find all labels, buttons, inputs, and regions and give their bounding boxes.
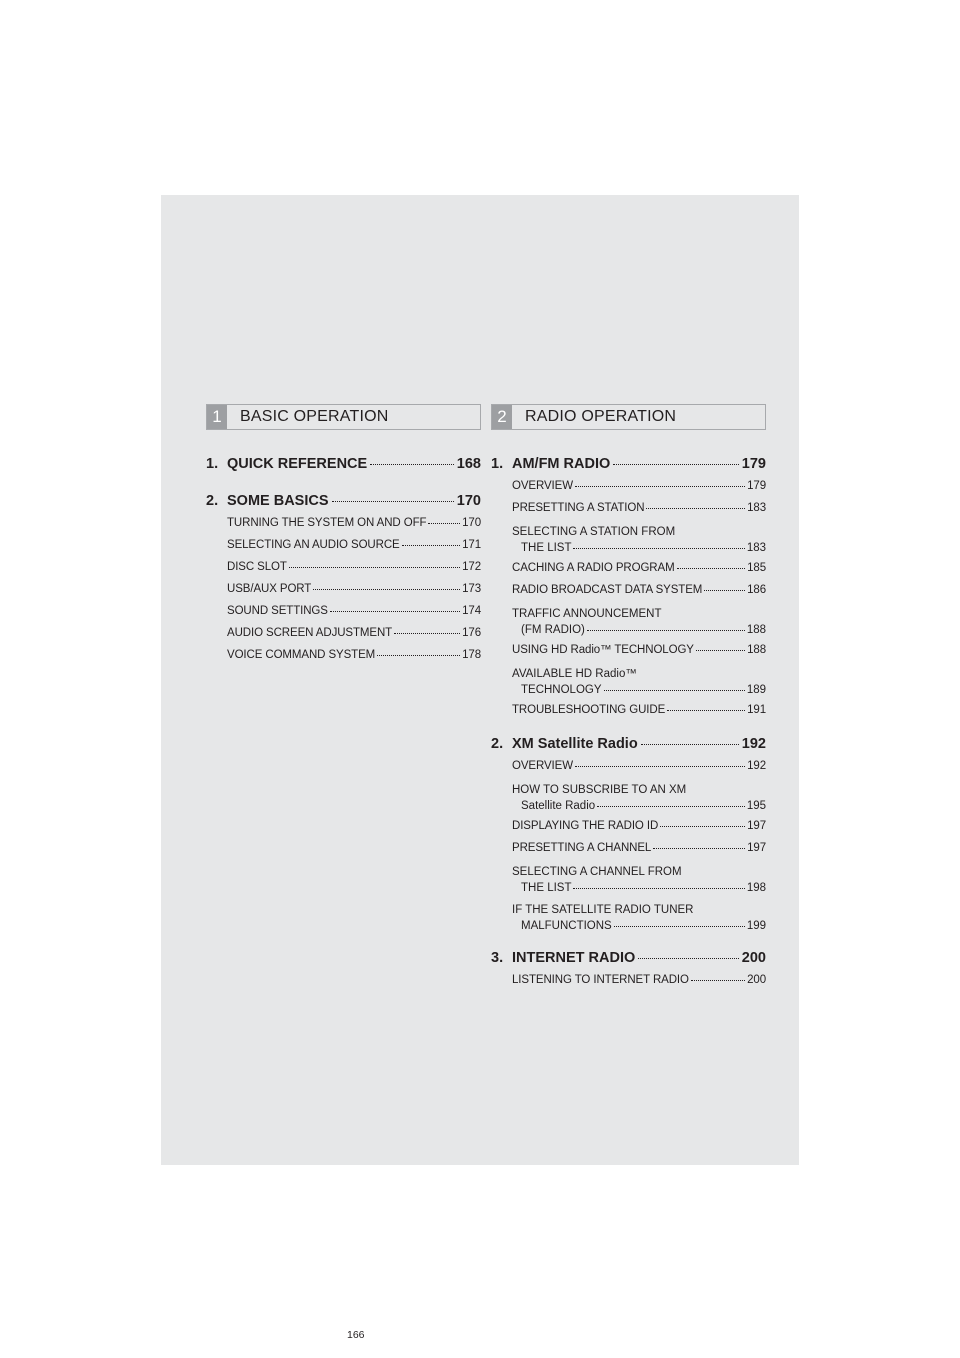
subtopic-title-cont: TECHNOLOGY [521,684,602,696]
subtopic-title: DISC SLOT [227,561,287,573]
subtopic-link[interactable] [512,902,766,934]
dot-leader [604,690,745,691]
subtopic-link[interactable] [512,562,766,578]
subtopic-link[interactable] [512,842,766,858]
subtopic-title: PRESETTING A CHANNEL [512,842,652,854]
chapter-page: 168 [456,456,481,472]
subtopic-title: OVERVIEW [512,480,573,492]
subtopic-page: 171 [462,539,481,551]
subtopic-page: 200 [747,974,766,986]
dot-leader [613,464,739,465]
subtopic-page: 178 [462,649,481,661]
subtopic-link[interactable] [512,704,766,720]
section-number: 1 [207,405,227,429]
subtopic-title: AUDIO SCREEN ADJUSTMENT [227,627,393,639]
subtopic-title-cont: (FM RADIO) [521,624,585,636]
subtopic-title: IF THE SATELLITE RADIO TUNER [512,904,694,916]
subtopic-link[interactable] [512,820,766,836]
subtopic-page: 179 [747,480,766,492]
subtopic-list [512,480,766,720]
subtopic-page: 198 [746,882,766,894]
dot-leader [691,980,745,981]
subtopic-title: PRESETTING A STATION [512,502,645,514]
subtopic-link[interactable] [227,649,481,665]
chapter-title [206,493,329,509]
dot-leader [614,926,745,927]
subtopic-page: 172 [462,561,481,573]
dot-leader [638,958,739,959]
subtopic-link[interactable] [512,864,766,896]
dot-leader [696,650,745,651]
chapter-name: INTERNET RADIO [512,950,636,966]
chapter-title [491,950,635,966]
dot-leader [330,611,460,612]
dot-leader [653,848,745,849]
subtopic-link[interactable] [512,584,766,600]
subtopic-page: 185 [747,562,766,574]
chapter-number: 2. [206,493,219,509]
chapter-name: SOME BASICS [227,493,329,509]
chapter-page: 200 [741,950,766,966]
subtopic-page: 183 [747,502,766,514]
subtopic-row [512,798,766,814]
subtopic-title: TRAFFIC ANNOUNCEMENT [512,608,662,620]
subtopic-link[interactable] [227,561,481,577]
subtopic-page: 191 [747,704,766,716]
dot-leader [575,766,745,767]
dot-leader [641,744,739,745]
chapter-name: XM Satellite Radio [512,736,638,752]
chapter-title [491,736,638,752]
dot-leader [677,568,746,569]
subtopic-link[interactable] [512,524,766,556]
chapter-link[interactable] [491,456,766,472]
chapter-page: 170 [456,493,481,509]
chapter-link[interactable] [491,950,766,966]
subtopic-link[interactable] [512,606,766,638]
page-number: 166 [347,1329,365,1341]
subtopic-link[interactable] [227,605,481,621]
subtopic-title-cont: THE LIST [521,882,572,894]
subtopic-link[interactable] [227,517,481,533]
subtopic-link[interactable] [512,666,766,698]
subtopic-page: 183 [746,542,766,554]
chapter-page: 179 [741,456,766,472]
subtopic-page: 188 [746,624,766,636]
subtopic-title: SOUND SETTINGS [227,605,328,617]
chapter-link[interactable] [206,456,481,472]
chapter-number: 3. [491,950,504,966]
dot-leader [370,464,454,465]
subtopic-row [512,622,766,638]
section-title: RADIO OPERATION [525,408,677,425]
subtopic-link[interactable] [227,539,481,555]
chapter-title [206,456,367,472]
subtopic-title: SELECTING A CHANNEL FROM [512,866,682,878]
subtopic-link[interactable] [512,782,766,814]
subtopic-title-cont: Satellite Radio [521,800,596,812]
subtopic-list [512,974,766,990]
toc-section-1 [206,404,481,671]
subtopic-row [512,540,766,556]
chapter-name: QUICK REFERENCE [227,456,368,472]
chapter-number: 1. [491,456,504,472]
subtopic-title: AVAILABLE HD Radio™ [512,668,637,680]
subtopic-title-cont: MALFUNCTIONS [521,920,612,932]
section-number: 2 [492,405,512,429]
dot-leader [573,888,744,889]
subtopic-title: SELECTING AN AUDIO SOURCE [227,539,400,551]
dot-leader [313,589,460,590]
subtopic-title: USING HD Radio™ TECHNOLOGY [512,644,694,656]
dot-leader [660,826,745,827]
subtopic-link[interactable] [512,480,766,496]
chapter-number: 1. [206,456,219,472]
subtopic-list [227,517,481,665]
subtopic-title-cont: THE LIST [521,542,572,554]
dot-leader [377,655,460,656]
dot-leader [402,545,461,546]
subtopic-title: LISTENING TO INTERNET RADIO [512,974,689,986]
subtopic-title: OVERVIEW [512,760,573,772]
subtopic-link[interactable] [227,627,481,643]
section-title: BASIC OPERATION [240,408,389,425]
dot-leader [597,806,745,807]
dot-leader [575,486,745,487]
dot-leader [646,508,745,509]
subtopic-page: 173 [462,583,481,595]
subtopic-title: SELECTING A STATION FROM [512,526,676,538]
subtopic-title: TURNING THE SYSTEM ON AND OFF [227,517,427,529]
section-header [491,404,766,430]
dot-leader [332,501,454,502]
dot-leader [394,633,460,634]
subtopic-page: 199 [746,920,766,932]
manual-page [161,195,799,1341]
subtopic-title: USB/AUX PORT [227,583,312,595]
subtopic-link[interactable] [512,760,766,776]
subtopic-title: VOICE COMMAND SYSTEM [227,649,376,661]
chapter-link[interactable] [206,493,481,509]
chapter-title [491,456,610,472]
subtopic-link[interactable] [512,502,766,518]
dot-leader [573,548,744,549]
subtopic-page: 197 [747,842,766,854]
subtopic-title: CACHING A RADIO PROGRAM [512,562,675,574]
subtopic-page: 174 [462,605,481,617]
dot-leader [289,567,460,568]
toc-section-2 [491,404,766,996]
subtopic-page: 170 [462,517,481,529]
subtopic-row [512,682,766,698]
subtopic-page: 192 [747,760,766,772]
subtopic-list [512,760,766,934]
dot-leader [428,523,460,524]
chapter-link[interactable] [491,736,766,752]
subtopic-link[interactable] [227,583,481,599]
section-header [206,404,481,430]
subtopic-link[interactable] [512,644,766,660]
subtopic-title: HOW TO SUBSCRIBE TO AN XM [512,784,687,796]
subtopic-page: 186 [747,584,766,596]
chapter-page: 192 [741,736,766,752]
subtopic-page: 189 [746,684,766,696]
subtopic-row [512,918,766,934]
subtopic-page: 195 [746,800,766,812]
subtopic-title: TROUBLESHOOTING GUIDE [512,704,666,716]
subtopic-link[interactable] [512,974,766,990]
chapter-number: 2. [491,736,504,752]
dot-leader [667,710,745,711]
dot-leader [704,590,745,591]
chapter-name: AM/FM RADIO [512,456,611,472]
subtopic-page: 197 [747,820,766,832]
subtopic-title: RADIO BROADCAST DATA SYSTEM [512,584,703,596]
subtopic-row [512,880,766,896]
subtopic-page: 188 [747,644,766,656]
subtopic-page: 176 [462,627,481,639]
dot-leader [587,630,745,631]
subtopic-title: DISPLAYING THE RADIO ID [512,820,659,832]
